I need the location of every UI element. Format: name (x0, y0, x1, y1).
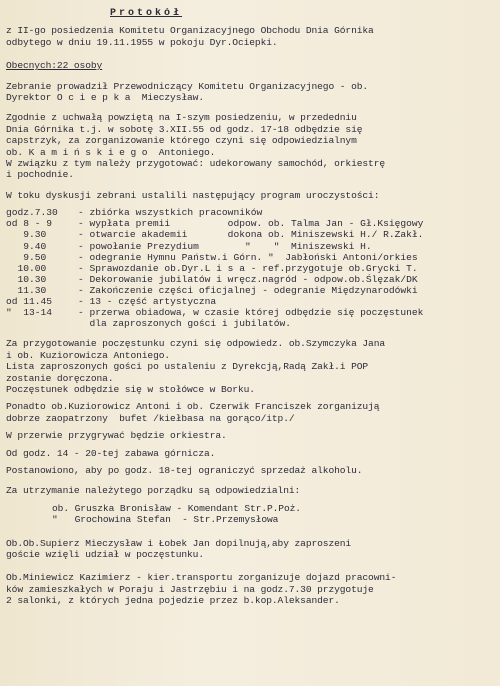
program-time: " 13-14 (6, 307, 53, 319)
program-item: - otwarcie akademii dokona ob. Miniszewski H./ R.Zakł. (78, 229, 424, 241)
paragraph-line: Ob.Miniewicz Kazimierz - kier.transportu zorganizuje dojazd pracowni- (6, 572, 397, 584)
program-time: od 11.45 (6, 296, 53, 308)
program-item: - Dekorowanie jubilatów i wręcz.nagród - odpow.ob.Ślęzak/DK (78, 273, 418, 285)
decision-paragraph (6, 112, 494, 180)
paragraph-line: dobrze zaopatrzony bufet /kiełbasa na gorąco/itp./ (6, 412, 295, 424)
paragraph-line: ob. K a m i ń s k i e g o Antoniego. (6, 146, 216, 158)
program-time: 11.30 (6, 284, 47, 296)
paragraph-line: Lista zaproszonych gości po ustaleniu z Dyrekcją,Radą Zakł.i POP (6, 361, 369, 373)
paragraph-line: goście wzięli udział w poczęstunku. (6, 549, 205, 560)
program-row (6, 207, 494, 218)
document-title: Protokół (110, 8, 183, 19)
program-time: 10.30 (6, 273, 47, 285)
header-line: z II-go posiedzenia Komitetu Organizacyjnego Obchodu Dnia Górnika (6, 25, 374, 37)
program-item: dla zaproszonych gości i jubilatów. (78, 318, 292, 330)
paragraph-line: i ob. Kuziorowicza Antoniego. (6, 349, 171, 361)
program-time: 9.50 (6, 251, 47, 263)
program-row (6, 318, 494, 329)
paragraph-line: Ob.Ob.Supierz Mieczysław i Łobek Jan dopilnują,aby zaproszeni (6, 537, 352, 549)
program-time: godz.7.30 (6, 207, 58, 219)
program-row (6, 296, 494, 307)
program-item: - zbiórka wszystkich pracowników (78, 207, 263, 219)
program-row (6, 307, 494, 318)
orchestra-note: W przerwie przygrywać będzie orkiestra. (6, 430, 227, 442)
program-row (6, 241, 494, 252)
paragraph-line: Zgodnie z uchwałą powziętą na I-szym posiedzeniu, w przededniu (6, 112, 357, 124)
program-row (6, 229, 494, 240)
program-row (6, 218, 494, 229)
program-item: - Sprawozdanie ob.Dyr.L i s a - ref.przygotuje ob.Grycki T. (78, 262, 418, 274)
program-row (6, 263, 494, 274)
program-time: 9.40 (6, 240, 47, 252)
order-heading: Za utrzymanie należytego porządku są odpowiedzialni: (6, 485, 301, 497)
program-row (6, 285, 494, 296)
header-line: odbytego w dniu 19.11.1955 w pokoju Dyr.Ociepki. (6, 36, 278, 48)
program-time: 9.30 (6, 229, 47, 241)
program-time: od 8 - 9 (6, 218, 53, 230)
chair-paragraph (6, 81, 494, 104)
paragraph-line: 2 salonki, z których jedna pojedzie przez b.kop.Aleksander. (6, 595, 340, 607)
header-block (6, 25, 494, 48)
paragraph-line: Zebranie prowadził Przewodniczący Komitetu Organizacyjnego - ob. (6, 80, 369, 92)
program-item: - przerwa obiadowa, w czasie której odbędzie się poczęstunek (78, 307, 424, 319)
program-item: - Zakończenie części oficjalnej - odegranie Międzynarodówki (78, 284, 418, 296)
program-row (6, 274, 494, 285)
paragraph-line: capstrzyk, za zorganizowanie którego czyni się odpowiedzialnym (6, 135, 357, 147)
program-item: - 13 - część artystyczna (78, 296, 217, 308)
program-item: - odegranie Hymnu Państw.i Górn. " Jabłoński Antoni/orkies (78, 251, 418, 263)
guests-paragraph (6, 538, 494, 561)
program-time (6, 318, 78, 329)
program-schedule (6, 207, 494, 329)
paragraph-line: Dnia Górnika t.j. w sobotę 3.XII.55 od godz. 17-18 odbędzie się (6, 123, 363, 135)
program-row (6, 252, 494, 263)
paragraph-line: zostanie doręczona. (6, 372, 114, 384)
paragraph-line: Za przygotowanie poczęstunku czyni się odpowiedz. ob.Szymczyka Jana (6, 338, 386, 350)
order-persons (6, 503, 494, 526)
paragraph-line: ków zamieszkałych w Poraju i Jastrzębiu i na godz.7.30 przygotuje (6, 583, 374, 595)
attendance-note: Obecnych:22 osoby (6, 60, 103, 72)
program-time: 10.00 (6, 262, 47, 274)
transport-paragraph (6, 572, 494, 606)
alcohol-note: Postanowiono, aby po godz. 18-tej ograniczyć sprzedaż alkoholu. (6, 464, 363, 476)
program-item: - wypłata premii odpow. ob. Talma Jan - Gł.Księgowy (78, 218, 424, 230)
order-person: ob. Gruszka Bronisław - Komendant Str.P.Poż. (52, 502, 301, 514)
party-note: Od godz. 14 - 20-tej zabawa górnicza. (6, 447, 216, 459)
discussion-line: W toku dyskusji zebrani ustalili następujący program uroczystości: (6, 189, 380, 201)
order-person: " Grochowina Stefan - Str.Przemysłowa (52, 514, 279, 526)
paragraph-line: Ponadto ob.Kuziorowicz Antoni i ob. Czerwik Franciszek zorganizują (6, 401, 380, 413)
paragraph-line: Dyrektor O c i e p k a Mieczysław. (6, 92, 205, 104)
buffet-paragraph (6, 401, 494, 424)
paragraph-line: Poczęstunek odbędzie się w stołówce w Borku. (6, 383, 255, 395)
catering-paragraph (6, 338, 494, 395)
paragraph-line: i pochodnie. (6, 169, 74, 181)
paragraph-line: W związku z tym należy przygotować: udekorowany samochód, orkiestrę (6, 158, 386, 170)
program-item: - powołanie Prezydium " " Miniszewski H. (78, 240, 372, 252)
